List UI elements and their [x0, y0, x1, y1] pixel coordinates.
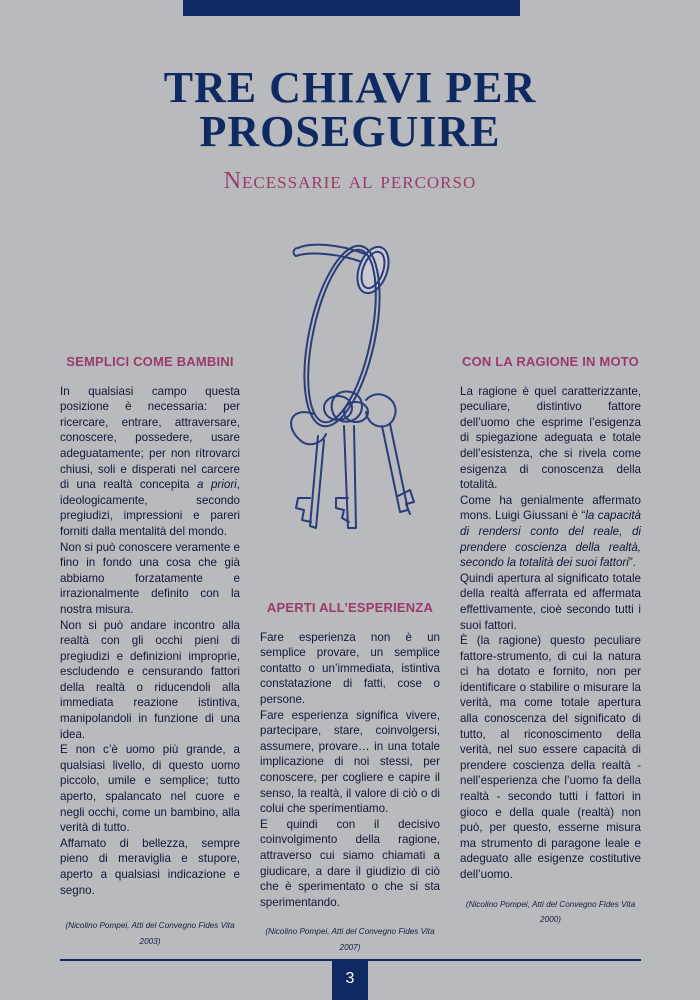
title-line-1: TRE CHIAVI PER	[163, 63, 537, 112]
page-number: 3	[332, 961, 368, 1000]
text-span: ”.	[628, 556, 636, 570]
text-span: Come ha genialmente affermato mons. Luigi Giussani è “	[460, 493, 641, 523]
text-span: In qualsiasi campo questa posizione è necessaria: per ricercare, entrare, attraversare, conoscere, possedere, usare adeguatamente; per non ritrovarci chiusi, soli e disperati nel carcere di una realtà concepita	[60, 384, 240, 492]
citation: (Nicolino Pompei, Atti del Convegno Fides Vita 2000)	[465, 899, 636, 925]
paragraph: Affamato di bellezza, sempre pieno di meraviglia e stupore, aperto a qualsiasi indicazione e segno.	[60, 836, 240, 897]
citation: (Nicolino Pompei, Atti del Convegno Fides Vita 2003)	[65, 921, 235, 946]
paragraph: Fare esperienza non è un semplice provare, un semplice contatto o un’immediata, istintiva constatazione di fatti, cose o persone.	[260, 630, 440, 706]
paragraph: Fare esperienza significa vivere, partecipare, stare, coinvolgersi, assumere, provare… in una totale implicazione di noi stessi, per conoscere, per cogliere e capire il senso, la realtà, il valore di ciò o di colui che sperimentiamo.	[260, 708, 440, 816]
paragraph: È (la ragione) questo peculiare fattore-strumento, di cui la natura ci ha dotato e fornito, non per identificare o stabilire o misurare la verità, ma come totale apertura alla conoscenza del significato di tutto, al riconoscimento della verità, nel suo essere capacità di prendere coscienza della realtà - nell’esperienza che l’uomo fa della realtà - secondo tutti i fattori in gioco e della quale (realtà) non può, per questo, esserne misura ma strumento di paragone leale e adeguato alle esigenze costitutive dell’uomo.	[460, 634, 641, 881]
page-title	[0, 63, 700, 156]
column-aperti-all-esperienza	[260, 600, 440, 955]
keys-illustration	[270, 236, 430, 566]
heading-semplici-come-bambini: SEMPLICI COME BAMBINI	[66, 354, 234, 369]
paragraph: Non si può conoscere veramente e fino in fondo una cosa che già abbiamo forzatamente e irrazionalmente definito con la nostra misura.	[60, 540, 240, 616]
paragraph: E quindi con il decisivo coinvolgimento della ragione, attraverso cui siamo chiamati a giudicare, a dare il giudizio di ciò che è sperimentato o che si sta sperimentando.	[260, 817, 440, 909]
emphasis-text: la capacità di rendersi conto del reale, di prendere coscienza della realtà, secondo la totalità dei suoi fattori	[460, 509, 641, 570]
heading-con-la-ragione-in-moto: CON LA RAGIONE IN MOTO	[461, 354, 639, 369]
paragraph: E non c’è uomo più grande, a qualsiasi livello, di questo uomo piccolo, umile e semplice; tutto aperto, spalancato nel cuore e negli occhi, come un bambino, alla verità di tutto.	[60, 743, 240, 835]
column-con-la-ragione-in-moto	[460, 354, 641, 928]
title-line-2: PROSEGUIRE	[199, 107, 501, 156]
emphasis-text: a priori	[197, 478, 237, 492]
paragraph: Non si può andare incontro alla realtà con gli occhi pieni di pregiudizi e definizioni improprie, escludendo e censurando fattori della realtà o riducendoli alla immediata reazione istintiva, manipolandoli in funzione di una idea.	[60, 618, 240, 741]
top-decorative-bar	[183, 0, 520, 16]
page-subtitle: Necessarie al percorso	[223, 168, 477, 194]
paragraph	[460, 493, 641, 571]
text-span: , ideologicamente, secondo pregiudizi, impressioni e pareri forniti dalla mentalità del mondo.	[60, 478, 240, 538]
paragraph: Quindi apertura al significato totale della realtà afferrata ed affermata effettivamente, cioè secondo tutti i suoi fattori.	[460, 571, 641, 632]
citation: (Nicolino Pompei, Atti del Convegno Fides Vita 2007)	[265, 927, 435, 952]
heading-aperti-all-esperienza: APERTI ALL’ESPERIENZA	[266, 600, 434, 615]
column-semplici-come-bambini	[60, 354, 240, 949]
paragraph: La ragione è quel caratterizzante, peculiare, distintivo fattore dell’uomo che esprime l’esigenza di spiegazione adeguata e totale dell’esistenza, che si rivela come esigenza di conoscenza della totalità.	[460, 384, 641, 492]
paragraph	[60, 384, 240, 540]
